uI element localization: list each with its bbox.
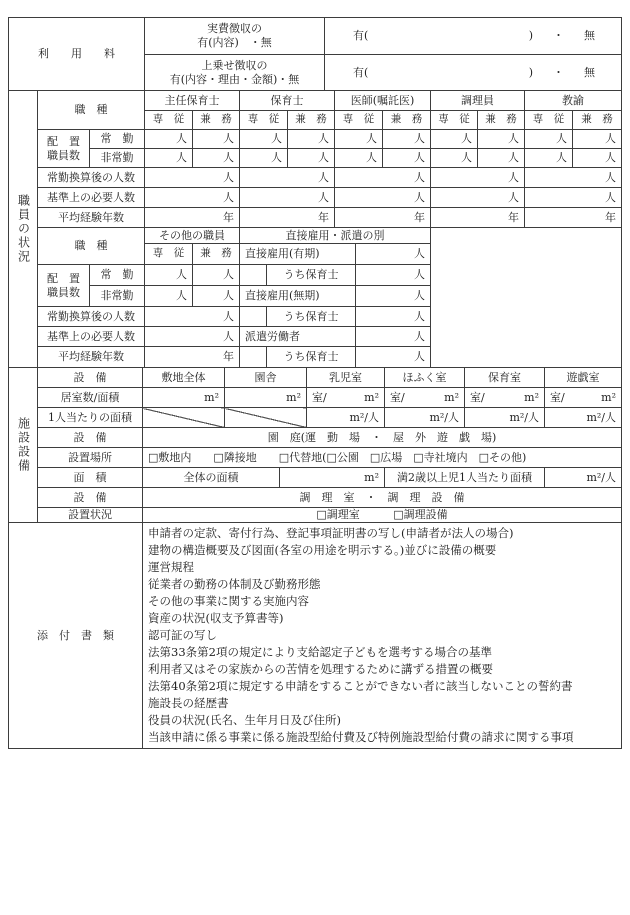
staff-entry-cell[interactable]: 人 bbox=[145, 265, 193, 286]
staff-entry-cell[interactable]: 人 bbox=[145, 130, 193, 149]
unit-rooms: 室/ bbox=[470, 390, 485, 404]
subheader-concurrent: 兼 務 bbox=[478, 111, 525, 130]
placement-line1: 配 置 bbox=[47, 134, 80, 148]
subheader-dedicated: 専 従 bbox=[525, 111, 573, 130]
close-paren: ) bbox=[528, 65, 533, 79]
indent-spacer-cell bbox=[240, 347, 267, 368]
attachment-item: 法第33条第2項の規定により支給認定子どもを選考する場合の基準 bbox=[148, 645, 492, 659]
subheader-dedicated: 専 従 bbox=[145, 111, 193, 130]
staff-entry-cell[interactable]: 人 bbox=[288, 130, 335, 149]
employment-row-label: 派遣労働者 bbox=[240, 327, 356, 347]
staff-fte-header: 常勤換算後の人数 bbox=[38, 168, 145, 188]
subheader-dedicated: 専 従 bbox=[431, 111, 478, 130]
total-area-label: 全体の面積 bbox=[143, 468, 280, 488]
facility-entry-cell[interactable]: m² bbox=[225, 388, 307, 408]
staff-entry-cell[interactable]: 人 bbox=[431, 168, 525, 188]
staff-entry-cell[interactable]: 人 bbox=[356, 286, 431, 307]
subheader-dedicated: 専 従 bbox=[145, 244, 193, 265]
attachment-item: 申請者の定款、寄付行為、登記事項証明書の写し(申請者が法人の場合) bbox=[148, 526, 514, 540]
attachment-item: 施設長の経歴書 bbox=[148, 696, 229, 710]
staff-entry-cell[interactable]: 人 bbox=[383, 130, 431, 149]
staff-entry-cell[interactable]: 人 bbox=[193, 286, 240, 307]
unit-m2: m² bbox=[524, 390, 539, 404]
not-applicable-cell bbox=[143, 408, 225, 428]
staff-entry-cell[interactable]: 人 bbox=[478, 130, 525, 149]
yes-open-paren: 有( bbox=[353, 29, 369, 43]
attachment-item: その他の事業に関する実施内容 bbox=[148, 594, 309, 608]
facility-entry-cell[interactable]: m²/人 bbox=[307, 408, 385, 428]
facility-entry-cell[interactable] bbox=[385, 388, 465, 408]
staff-entry-cell[interactable]: 人 bbox=[525, 188, 622, 208]
staff-entry-cell[interactable]: 人 bbox=[240, 188, 335, 208]
unit-m2: m² bbox=[444, 390, 459, 404]
staff-entry-cell[interactable]: 人 bbox=[145, 149, 193, 168]
facility-status-header: 設置状況 bbox=[38, 508, 143, 523]
staff-entry-cell[interactable]: 人 bbox=[356, 244, 431, 265]
facility-entry-cell[interactable]: m² bbox=[143, 388, 225, 408]
staff-required-header: 基準上の必要人数 bbox=[38, 327, 145, 347]
staff-required-header: 基準上の必要人数 bbox=[38, 188, 145, 208]
staff-parttime-header: 非常勤 bbox=[90, 149, 145, 168]
subheader-concurrent: 兼 務 bbox=[193, 244, 240, 265]
employment-row-label: 直接雇用(無期) bbox=[240, 286, 356, 307]
attachments-section-label: 添 付 書 類 bbox=[9, 523, 143, 749]
staff-entry-cell[interactable]: 人 bbox=[573, 130, 622, 149]
unit-rooms: 室/ bbox=[390, 390, 405, 404]
employment-row-label: 直接雇用(有期) bbox=[240, 244, 356, 265]
staff-entry-cell[interactable]: 人 bbox=[335, 168, 431, 188]
unit-rooms: 室/ bbox=[550, 390, 565, 404]
staff-blank-cell bbox=[431, 228, 622, 368]
room-header-nursery: 保育室 bbox=[465, 368, 545, 388]
staff-entry-cell[interactable]: 人 bbox=[240, 130, 288, 149]
staff-job-header-teacher: 教諭 bbox=[525, 91, 622, 111]
staff-job-header-nursery: 保育士 bbox=[240, 91, 335, 111]
attachment-item: 役員の状況(氏名、生年月日及び住所) bbox=[148, 713, 341, 727]
attachment-item: 従業者の勤務の体制及び勤務形態 bbox=[148, 577, 321, 591]
employment-row-label: うち保育士 bbox=[267, 307, 356, 327]
staff-entry-cell[interactable]: 人 bbox=[356, 265, 431, 286]
staff-entry-cell[interactable]: 人 bbox=[383, 149, 431, 168]
separator-dot: ・ bbox=[553, 65, 564, 79]
staff-entry-cell[interactable]: 人 bbox=[145, 307, 240, 327]
checkbox-kitchen-room[interactable]: □調理室 bbox=[316, 508, 360, 522]
location-checkbox-options[interactable]: □敷地内 □隣接地 □代替地(□公園 □広場 □寺社境内 □その他) bbox=[143, 448, 622, 468]
subheader-dedicated: 専 従 bbox=[335, 111, 383, 130]
staff-parttime-header: 非常勤 bbox=[90, 286, 145, 307]
facility-rooms-area-header: 居室数/面積 bbox=[38, 388, 143, 408]
facility-equipment-header: 設 備 bbox=[38, 368, 143, 388]
subheader-concurrent: 兼 務 bbox=[383, 111, 431, 130]
staff-entry-cell[interactable]: 人 bbox=[240, 149, 288, 168]
room-header-infant: 乳児室 bbox=[307, 368, 385, 388]
fee-actual-cost-entry[interactable] bbox=[325, 18, 622, 55]
indent-spacer-cell bbox=[240, 265, 267, 286]
fee-actual-cost-label bbox=[145, 18, 325, 55]
staff-entry-cell[interactable]: 人 bbox=[525, 168, 622, 188]
facility-area-header: 面 積 bbox=[38, 468, 143, 488]
no-option[interactable]: 無 bbox=[584, 29, 595, 43]
staff-job-header-doctor: 医師(嘱託医) bbox=[335, 91, 431, 111]
room-header-site: 敷地全体 bbox=[143, 368, 225, 388]
facility-entry-cell[interactable] bbox=[307, 388, 385, 408]
staff-entry-cell[interactable]: 人 bbox=[525, 130, 573, 149]
staff-entry-cell[interactable]: 人 bbox=[193, 265, 240, 286]
fee-additional-line2: 有(内容・理由・金額)・無 bbox=[169, 72, 300, 86]
staff-entry-cell[interactable]: 人 bbox=[356, 327, 431, 347]
staff-entry-cell[interactable]: 人 bbox=[573, 149, 622, 168]
facility-section-label: 施設設備 bbox=[9, 368, 38, 523]
fee-additional-line1: 上乗せ徴収の bbox=[201, 58, 268, 72]
staff-entry-cell[interactable]: 人 bbox=[335, 149, 383, 168]
staff-section-label: 職員の状況 bbox=[9, 91, 38, 368]
attachment-item: 建物の構造概要及び図面(各室の用途を明示する。)並びに設備の概要 bbox=[148, 543, 497, 557]
staff-entry-cell[interactable]: 人 bbox=[145, 286, 193, 307]
staff-entry-cell[interactable]: 年 bbox=[431, 208, 525, 228]
staff-avg-years-header: 平均経験年数 bbox=[38, 208, 145, 228]
staff-entry-cell[interactable]: 人 bbox=[335, 130, 383, 149]
staff-entry-cell[interactable]: 人 bbox=[240, 168, 335, 188]
facility-entry-cell[interactable]: m²/人 bbox=[465, 408, 545, 428]
attachment-item: 法第40条第2項に規定する申請をすることができない者に該当しないことの誓約書 bbox=[148, 679, 573, 693]
placement-line2: 職員数 bbox=[47, 148, 80, 162]
fee-section bbox=[8, 17, 622, 91]
fee-actual-cost-line1: 実費徴収の bbox=[207, 22, 262, 36]
attachments-section bbox=[8, 522, 622, 749]
staff-entry-cell[interactable]: 年 bbox=[240, 208, 335, 228]
no-option[interactable]: 無 bbox=[584, 65, 595, 79]
subheader-concurrent: 兼 務 bbox=[193, 111, 240, 130]
staff-employment-type-header: 直接雇用・派遣の別 bbox=[240, 228, 431, 244]
room-header-play: 遊戯室 bbox=[545, 368, 622, 388]
staff-entry-cell[interactable]: 人 bbox=[431, 130, 478, 149]
checkbox-kitchen-equipment[interactable]: □調理設備 bbox=[393, 508, 448, 522]
facility-entry-cell[interactable]: m²/人 bbox=[545, 468, 622, 488]
staff-entry-cell[interactable]: 人 bbox=[335, 188, 431, 208]
yes-open-paren: 有( bbox=[353, 65, 369, 79]
staff-entry-cell[interactable]: 人 bbox=[145, 327, 240, 347]
staff-job-header-cook: 調理員 bbox=[431, 91, 525, 111]
fee-additional-charge-label bbox=[145, 55, 325, 91]
staff-entry-cell[interactable]: 年 bbox=[525, 208, 622, 228]
attachment-item: 当該申請に係る事業に係る施設型給付費及び特例施設型給付費の請求に関する事項 bbox=[148, 730, 574, 744]
staff-other-job-type-header: 職 種 bbox=[38, 228, 145, 265]
close-paren: ) bbox=[528, 29, 533, 43]
attachments-list bbox=[143, 523, 622, 749]
staff-entry-cell[interactable]: 人 bbox=[431, 149, 478, 168]
staff-fulltime-header: 常 勤 bbox=[90, 265, 145, 286]
staff-entry-cell[interactable]: 人 bbox=[431, 188, 525, 208]
staff-entry-cell[interactable]: 人 bbox=[193, 149, 240, 168]
staff-entry-cell[interactable]: 年 bbox=[335, 208, 431, 228]
attachment-item: 認可証の写し bbox=[148, 628, 217, 642]
facility-entry-cell[interactable] bbox=[545, 388, 622, 408]
facility-entry-cell[interactable]: m²/人 bbox=[385, 408, 465, 428]
staff-section bbox=[8, 90, 622, 368]
fee-section-label: 利 用 料 bbox=[9, 18, 145, 91]
indent-spacer-cell bbox=[240, 307, 267, 327]
facility-equipment-header: 設 備 bbox=[38, 428, 143, 448]
kitchen-status-options[interactable] bbox=[143, 508, 622, 523]
application-form bbox=[8, 17, 621, 749]
per-child-area-label: 満2歳以上児1人当たり面積 bbox=[385, 468, 545, 488]
staff-entry-cell[interactable]: 年 bbox=[145, 347, 240, 368]
fee-additional-charge-entry[interactable] bbox=[325, 55, 622, 91]
facility-entry-cell[interactable]: m² bbox=[280, 468, 385, 488]
staff-entry-cell[interactable]: 人 bbox=[356, 347, 431, 368]
attachment-item: 運営規程 bbox=[148, 560, 194, 574]
attachment-item: 資産の状況(収支予算書等) bbox=[148, 611, 284, 625]
kitchen-header: 調 理 室 ・ 調 理 設 備 bbox=[143, 488, 622, 508]
staff-entry-cell[interactable]: 人 bbox=[478, 149, 525, 168]
subheader-concurrent: 兼 務 bbox=[573, 111, 622, 130]
staff-other-jobs-header: その他の職員 bbox=[145, 228, 240, 244]
staff-job-header-chief: 主任保育士 bbox=[145, 91, 240, 111]
separator-dot: ・ bbox=[553, 29, 564, 43]
staff-entry-cell[interactable]: 人 bbox=[525, 149, 573, 168]
staff-entry-cell[interactable]: 人 bbox=[288, 149, 335, 168]
staff-fulltime-header: 常 勤 bbox=[90, 130, 145, 149]
staff-entry-cell[interactable]: 人 bbox=[193, 130, 240, 149]
employment-row-label: うち保育士 bbox=[267, 347, 356, 368]
subheader-dedicated: 専 従 bbox=[240, 111, 288, 130]
facility-entry-cell[interactable] bbox=[465, 388, 545, 408]
facility-location-header: 設置場所 bbox=[38, 448, 143, 468]
staff-avg-years-header: 平均経験年数 bbox=[38, 347, 145, 368]
employment-row-label: うち保育士 bbox=[267, 265, 356, 286]
staff-placement-header bbox=[38, 265, 90, 307]
facility-per-person-header: 1人当たりの面積 bbox=[38, 408, 143, 428]
placement-line1: 配 置 bbox=[47, 271, 80, 285]
fee-actual-cost-line2: 有(内容) ・無 bbox=[197, 36, 272, 49]
room-header-building: 園舎 bbox=[225, 368, 307, 388]
attachment-item: 利用者又はその家族からの苦情を処理するために講ずる措置の概要 bbox=[148, 662, 493, 676]
staff-job-type-header: 職 種 bbox=[38, 91, 145, 130]
subheader-concurrent: 兼 務 bbox=[288, 111, 335, 130]
placement-line2: 職員数 bbox=[47, 285, 80, 299]
unit-m2: m² bbox=[601, 390, 616, 404]
unit-rooms: 室/ bbox=[312, 390, 327, 404]
garden-header: 園 庭(運 動 場 ・ 屋 外 遊 戯 場) bbox=[143, 428, 622, 448]
unit-m2: m² bbox=[364, 390, 379, 404]
facility-equipment-header: 設 備 bbox=[38, 488, 143, 508]
facility-entry-cell[interactable]: m²/人 bbox=[545, 408, 622, 428]
facility-section bbox=[8, 367, 622, 523]
staff-fte-header: 常勤換算後の人数 bbox=[38, 307, 145, 327]
room-header-crawling: ほふく室 bbox=[385, 368, 465, 388]
staff-entry-cell[interactable]: 年 bbox=[145, 208, 240, 228]
not-applicable-cell bbox=[225, 408, 307, 428]
staff-entry-cell[interactable]: 人 bbox=[145, 188, 240, 208]
staff-entry-cell[interactable]: 人 bbox=[145, 168, 240, 188]
staff-entry-cell[interactable]: 人 bbox=[356, 307, 431, 327]
staff-placement-header bbox=[38, 130, 90, 168]
